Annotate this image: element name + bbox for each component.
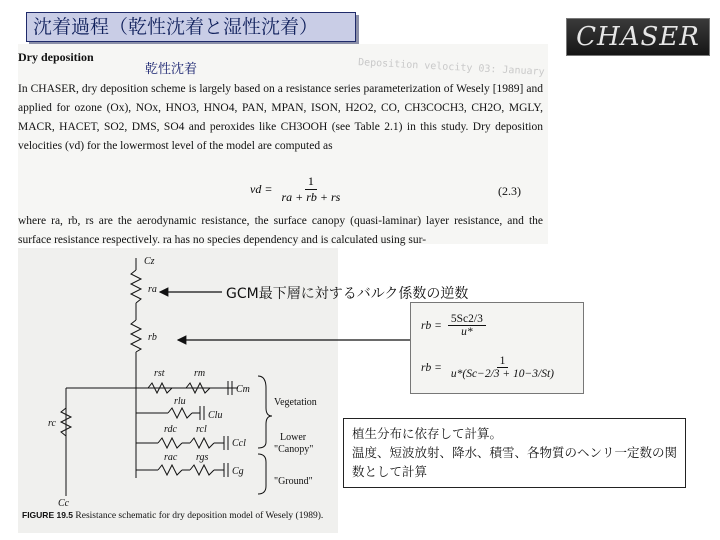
rb2-fraction (448, 355, 557, 380)
caption-label: FIGURE 19.5 (22, 510, 74, 520)
rb1-numerator: 5Sc2/3 (448, 313, 486, 326)
bleed-through-text: Deposition velocity 03: January (357, 57, 545, 78)
caption-text: Resistance schematic for dry deposition model of Wesely (1989). (75, 511, 324, 521)
rb1-fraction (448, 313, 486, 338)
chaser-logo: CHASER (566, 18, 710, 56)
label-cc: Cc (58, 498, 70, 509)
equation-lhs: vd = (250, 182, 273, 196)
label-rlu: rlu (174, 396, 186, 407)
label-rac: rac (164, 452, 178, 463)
label-rgs: rgs (196, 452, 209, 463)
equation-denominator: ra + rb + rs (281, 190, 341, 204)
rb-formula-box (410, 302, 584, 394)
paragraph-2: where ra, rb, rs are the aerodynamic resistance, the surface canopy (quasi-laminar) layer resistance, and the surface resistance respectively. ra has no species dependency and is calculated using sur- (18, 215, 543, 246)
figure-caption (22, 510, 323, 521)
label-clu: Clu (208, 410, 223, 421)
label-rc: rc (48, 418, 56, 429)
rb2-denominator: u*(Sc−2/3 + 10−3/St) (450, 368, 555, 380)
rb-formula-1 (421, 313, 486, 338)
equation-numerator: 1 (305, 174, 317, 190)
rb2-numerator: 1 (497, 355, 509, 368)
label-ground: "Ground" (274, 476, 313, 487)
rb1-lhs: rb = (421, 319, 442, 332)
label-rst: rst (154, 368, 165, 379)
label-ra: ra (148, 284, 157, 295)
rb1-denominator: u* (461, 326, 473, 338)
scanned-text-excerpt (18, 44, 548, 244)
surface-resistance-note (343, 418, 686, 488)
label-rcl: rcl (196, 424, 207, 435)
note-line-2: 温度、短波放射、降水、積雪、各物質のヘンリ一定数の関数として計算 (352, 445, 678, 479)
label-cz: Cz (144, 256, 155, 267)
label-rdc: rdc (164, 424, 177, 435)
annotation-title: GCM最下層に対するバルク係数の逆数 (226, 286, 469, 302)
rb-formula-2 (421, 355, 557, 380)
label-cg: Cg (232, 466, 244, 477)
label-cm: Cm (236, 384, 250, 395)
equation-vd (250, 174, 343, 205)
label-lower: Lower (280, 432, 307, 443)
japanese-subtitle: 乾性沈着 (145, 62, 198, 77)
label-ccl: Ccl (232, 438, 246, 449)
note-line-1: 植生分布に依存して計算。 (352, 426, 503, 441)
section-heading: Dry deposition (18, 50, 94, 64)
slide-title: 沈着過程（乾性沈着と湿性沈着） (26, 12, 356, 42)
label-rb: rb (148, 332, 157, 343)
equation-number: (2.3) (498, 184, 521, 198)
label-rm: rm (194, 368, 206, 379)
rb2-lhs: rb = (421, 361, 442, 374)
equation-fraction (278, 174, 343, 205)
label-vegetation: Vegetation (274, 397, 317, 408)
paragraph-1: In CHASER, dry deposition scheme is largely based on a resistance series parameterization of Wesely [1989] and applied for ozone (Ox), NOx, HNO3, HNO4, PAN, MPAN, ISON, H2O2, CO, CH3COCH3, CH2O, MGLY, MACR, HACET, SO2, DMS, SO4 and peroxides like CH3OOH (see Table 2.1) in this study. Dry deposition velocities (vd) for the lowermost level of the model are computed as (18, 83, 543, 152)
label-canopy: "Canopy" (274, 444, 314, 455)
